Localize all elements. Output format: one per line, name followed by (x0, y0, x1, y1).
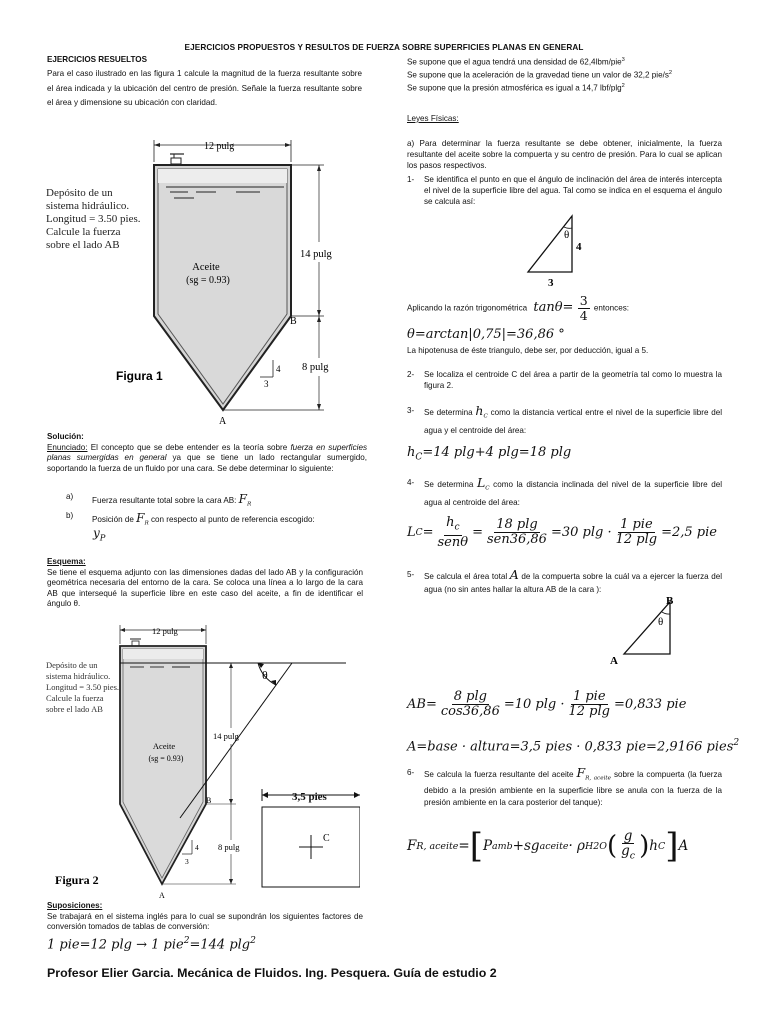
ab-equation: AB= $\frac{8 plg}{\cos 36,86}$ =10 plg · $\frac{\text{1 pie}}{12 plg}$ =0,833 pie (407, 689, 687, 719)
svg-text:B: B (206, 796, 212, 805)
svg-text:θ: θ (658, 616, 664, 628)
hc-equation: $h_C=14$ plg+4 plg=18 plg (407, 445, 572, 463)
fig1-dim-8: 8 pulg (302, 362, 329, 373)
svg-text:θ: θ (564, 229, 570, 241)
figure-1-caption: Figura 1 (116, 369, 163, 383)
svg-text:Calcule la fuerza: Calcule la fuerza (46, 226, 121, 238)
svg-text:A: A (610, 655, 618, 667)
item-a: a) Fuerza resultante total sobre la cara AB: $F_R$ (66, 492, 252, 508)
footer: Profesor Elier Garcia. Mecánica de Fluidos. Ing. Pesquera. Guía de estudio 2 (47, 966, 497, 980)
triangle-1 (520, 210, 590, 290)
svg-text:3: 3 (185, 857, 189, 866)
svg-text:(sg = 0.93): (sg = 0.93) (186, 275, 230, 286)
fig2-theta: θ (262, 668, 268, 682)
svg-text:4: 4 (576, 241, 582, 253)
fig1-dim-14: 14 pulg (300, 249, 332, 260)
fig1-label-b: B (290, 316, 297, 327)
svg-text:Longitud = 3.50 pies.: Longitud = 3.50 pies. (46, 213, 141, 225)
figure-2-caption: Figura 2 (55, 873, 99, 887)
force-equation: F R, aceite = [ P amb +sg aceite · ρ H2O ( $\frac{g}{g_c}$ ) h C ] A (407, 826, 689, 867)
leyes-a: a) Para determinar la fuerza resultante se debe obtener, inicialmente, la fuerza resultante del aceite sobre la compuerta y su centro de presión. Para lo cual se aplican los pasos respectivos. (407, 139, 722, 170)
fig1-width-label: 12 pulg (204, 141, 235, 152)
assumptions: Se supone que el agua tendrá una densidad de 62,4lbm/pie$^3$ Se supone que la aceleración de la gravedad tiene un valor de 32,2 pie/$s^2$ Se supone que la presión atmosférica es igual a 14,7 lbf/plg$^2$ (407, 57, 673, 94)
figure-1 (38, 132, 338, 434)
fig1-fluid-label: Aceite (192, 262, 220, 273)
step-1: 1- Se identifica el punto en que el ángulo de inclinación del área de interés intercepta el nivel de la superficie libre del agua. Tal como se indica en el esquema el ángulo se calcula así: (407, 175, 722, 206)
svg-text:3: 3 (548, 277, 554, 289)
step-2: 2- Se localiza el centroide C del área a partir de la geometría tal como lo muestra la figura 2. (407, 370, 722, 390)
fig1-desc: Depósito de un (46, 187, 113, 199)
item-b: b) Posición de $F_R$ con respecto al punto de referencia escogido: (66, 511, 315, 527)
svg-text:4: 4 (195, 843, 199, 852)
esquema-section: Esquema: Se tiene el esquema adjunto con las dimensiones dadas del lado AB y la configuración geométrica necesaria del entorno de la cara. Se coloca una línea a lo largo de la cara AB que intersequé la superficie libre en este caso del aceite, a fin de identificar el ángulo θ. (47, 557, 363, 608)
suposiciones-section: Suposiciones: Se trabajará en el sistema inglés para lo cual se supondrán los siguientes factores de conversión tomados de tablas de conversión: (47, 901, 363, 931)
fig1-label-a: A (219, 416, 227, 427)
fig2-desc: Depósito de un (46, 660, 98, 670)
svg-text:3: 3 (264, 379, 269, 389)
solution-section: Solución: Enunciado: El concepto que se debe entender es la teoría sobre fuerza en superficies planas sumergidas en general ya que se tiene un lado rectangular sumergido, soportando la fuerza de un fluido por una cara. Se debe determinar lo siguiente: (47, 432, 368, 473)
svg-text:sistema hidráulico.: sistema hidráulico. (46, 200, 130, 212)
svg-text:Aceite: Aceite (152, 741, 176, 751)
svg-text:sobre el lado AB: sobre el lado AB (46, 704, 103, 714)
arctan-equation: θ=arctan|0,75|=36,86 ° (407, 327, 565, 342)
fig2-centroid-label: C (323, 833, 330, 844)
svg-text:sobre el lado AB: sobre el lado AB (46, 239, 120, 251)
fig2-dim-14: 14 pulg (213, 731, 239, 741)
svg-text:Longitud = 3.50 pies.: Longitud = 3.50 pies. (46, 682, 120, 692)
left-heading: EJERCICIOS RESUELTOS (47, 55, 147, 64)
step-3: 3- Se determina $h_C$ como la distancia vertical entre el nivel de la superficie libre del agua y el centroide del área: (407, 403, 723, 435)
conversion-equation: 1 pie=12 plg → 1 pie$^2$=144 plg$^2$ (47, 936, 256, 953)
svg-text:Calcule la fuerza: Calcule la fuerza (46, 693, 104, 703)
fig2-dim-8: 8 pulg (218, 842, 240, 852)
leyes-label: Leyes Físicas: (407, 114, 459, 123)
svg-text:B: B (666, 595, 674, 607)
fig2-width-label: 12 pulg (152, 626, 178, 636)
svg-text:sistema hidráulico.: sistema hidráulico. (46, 671, 111, 681)
tan-line: Aplicando la razón trigonométrica tanθ= $\frac{3}{4}$ entonces: (407, 293, 630, 323)
hypotenuse-note: La hipotenusa de éste triangulo, debe ser, por deducción, igual a 5. (407, 346, 649, 355)
lc-equation: L C = $\frac{h_c}{\text{senθ}}$ = $\frac{18 plg}{\text{sen36,86}}$ =30 plg · $\frac{\text{1 pie}}{12 plg}$ =2,5 pie (407, 515, 717, 550)
step-5: 5- Se calcula el área total A de la compuerta sobre la cuál va a ejercer la fuerza del agua (no sin antes hallar la altura AB de la cara ): (407, 567, 722, 594)
triangle-2 (600, 592, 690, 668)
fig2-box-width: 3,5 pies (292, 791, 327, 803)
item-b-yp: $y_P$ (93, 526, 106, 543)
step-6: 6- Se calcula la fuerza resultante del aceite $F_{R, aceite}$ sobre la compuerta (la fuerza debido a la presión ambiente en la superficie libre se anula con la fuerza de la presión ambiente en la cara posterior del tanque): (407, 765, 723, 807)
step-4: 4- Se determina $L_C$ como la distancia inclinada del nivel de la superficie libre del agua al centroide del área: (407, 475, 723, 507)
figure-2 (40, 622, 360, 904)
area-equation: A=base · altura=3,5 pies · 0,833 pie=2,9166 pies$^2$ (407, 738, 740, 755)
svg-text:4: 4 (276, 364, 281, 374)
svg-text:(sg = 0.93): (sg = 0.93) (148, 754, 184, 763)
svg-text:A: A (159, 891, 165, 900)
page-title: EJERCICIOS PROPUESTOS Y RESULTOS DE FUERZA SOBRE SUPERFICIES PLANAS EN GENERAL (184, 43, 584, 52)
exercise-statement: Para el caso ilustrado en las figura 1 calcule la magnitud de la fuerza resultante sobre el área indicada y la ubicación del centro de presión. Señale la fuerza resultante sobre el área y dimensione su ubicación con claridad. (47, 69, 362, 107)
